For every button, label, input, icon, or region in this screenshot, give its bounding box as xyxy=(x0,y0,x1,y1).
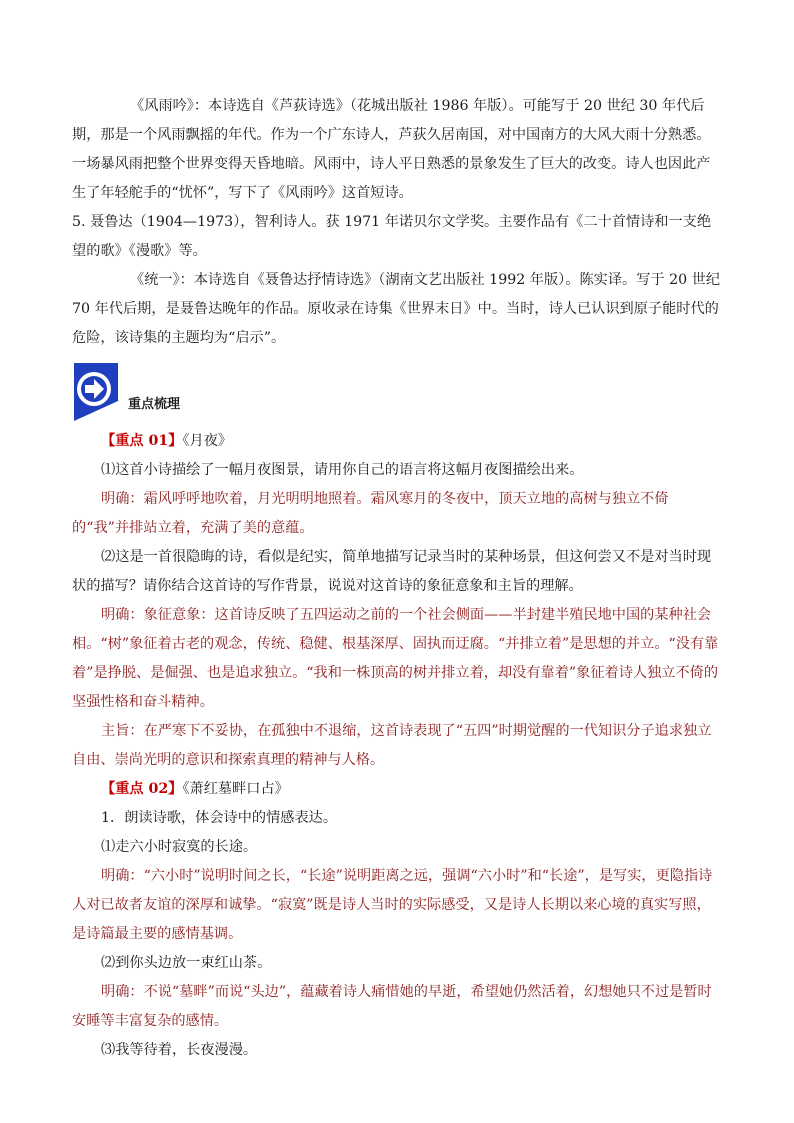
question-text: ⑴走六小时寂寞的长途。 xyxy=(101,839,258,855)
question-text: ⑴这首小诗描绘了一幅月夜图景，请用你自己的语言将这幅月夜图描绘出来。 xyxy=(101,462,584,478)
key-point-title: 《萧红墓畔口占》 xyxy=(182,781,289,797)
document-body xyxy=(72,92,724,1065)
arrow-right-circle-icon xyxy=(72,361,120,423)
key-point-heading xyxy=(72,427,724,456)
key-point-title: 《月夜》 xyxy=(182,433,233,449)
question-text: 1．朗读诗歌，体会诗中的情感表达。 xyxy=(101,810,338,826)
paragraph-neruda: 5. 聂鲁达（1904—1973），智利诗人。获 1971 年诺贝尔文学奖。主要作品有《二十首情诗和一支绝望的歌》《漫歌》等。 xyxy=(72,214,712,259)
answer-text: 明确：“六小时”说明时间之长，“长途”说明距离之远，强调“六小时”和“长途”，是写实，更隐指诗人对已故者友谊的深厚和诚挚。“寂寞”既是诗人当时的实际感受，又是诗人长期以来心境的真实写照，是诗篇最主要的感情基调。 xyxy=(72,868,713,942)
paragraph-fengyuyin: 《风雨吟》：本诗选自《芦荻诗选》（花城出版社 1986 年版）。可能写于 20 世纪 30 年代后期，那是一个风雨飘摇的年代。作为一个广东诗人，芦荻久居南国，对中国南方的大风大雨十分熟悉。一场暴风雨把整个世界变得天昏地暗。风雨中，诗人平日熟悉的景象发生了巨大的改变。诗人也因此产生了年轻舵手的“忧怀”，写下了《风雨吟》这首短诗。 xyxy=(72,98,711,201)
answer-text: 明确：不说“墓畔”而说“头边”，蕴藏着诗人痛惜她的早逝，希望她仍然活着，幻想她只不过是暂时安睡等丰富复杂的感情。 xyxy=(72,984,712,1029)
answer-text: 明确：霜风呼呼地吹着，月光明明地照着。霜风寒月的冬夜中，顶天立地的高树与独立不倚的“我”并排站立着，充满了美的意蕴。 xyxy=(72,491,669,536)
key-point-tag: 【重点 01】 xyxy=(101,433,183,449)
answer-text: 主旨：在严寒下不妥协，在孤独中不退缩，这首诗表现了“五四”时期觉醒的一代知识分子追求独立自由、崇尚光明的意识和探索真理的精神与人格。 xyxy=(72,723,712,768)
question-text: ⑵这是一首很隐晦的诗，看似是纪实，简单地描写记录当时的某种场景，但这何尝又不是对当时现状的描写？请你结合这首诗的写作背景，说说对这首诗的象征意象和主旨的理解。 xyxy=(72,549,712,594)
key-point-heading xyxy=(72,775,724,804)
section-header xyxy=(72,355,724,427)
key-point-tag: 【重点 02】 xyxy=(101,781,183,797)
paragraph-tongyi: 《统一》：本诗选自《聂鲁达抒情诗选》（湖南文艺出版社 1992 年版）。陈实译。写于 20 世纪 70 年代后期，是聂鲁达晚年的作品。原收录在诗集《世界末日》中。当时，诗人已认识到原子能时代的危险，该诗集的主题均为“启示”。 xyxy=(72,272,721,346)
question-text: ⑵到你头边放一束红山茶。 xyxy=(101,955,272,971)
question-text: ⑶我等待着，长夜漫漫。 xyxy=(101,1042,258,1058)
answer-text: 明确：象征意象：这首诗反映了五四运动之前的一个社会侧面——半封建半殖民地中国的某种社会相。“树”象征着古老的观念，传统、稳健、根基深厚、固执而迂腐。“并排立着”是思想的并立。“没有靠着”是挣脱、是倔强、也是追求独立。“我和一株顶高的树并排立着，却没有靠着”象征着诗人独立不倚的坚强性格和奋斗精神。 xyxy=(72,607,719,710)
section-title: 重点梳理 xyxy=(128,397,181,412)
